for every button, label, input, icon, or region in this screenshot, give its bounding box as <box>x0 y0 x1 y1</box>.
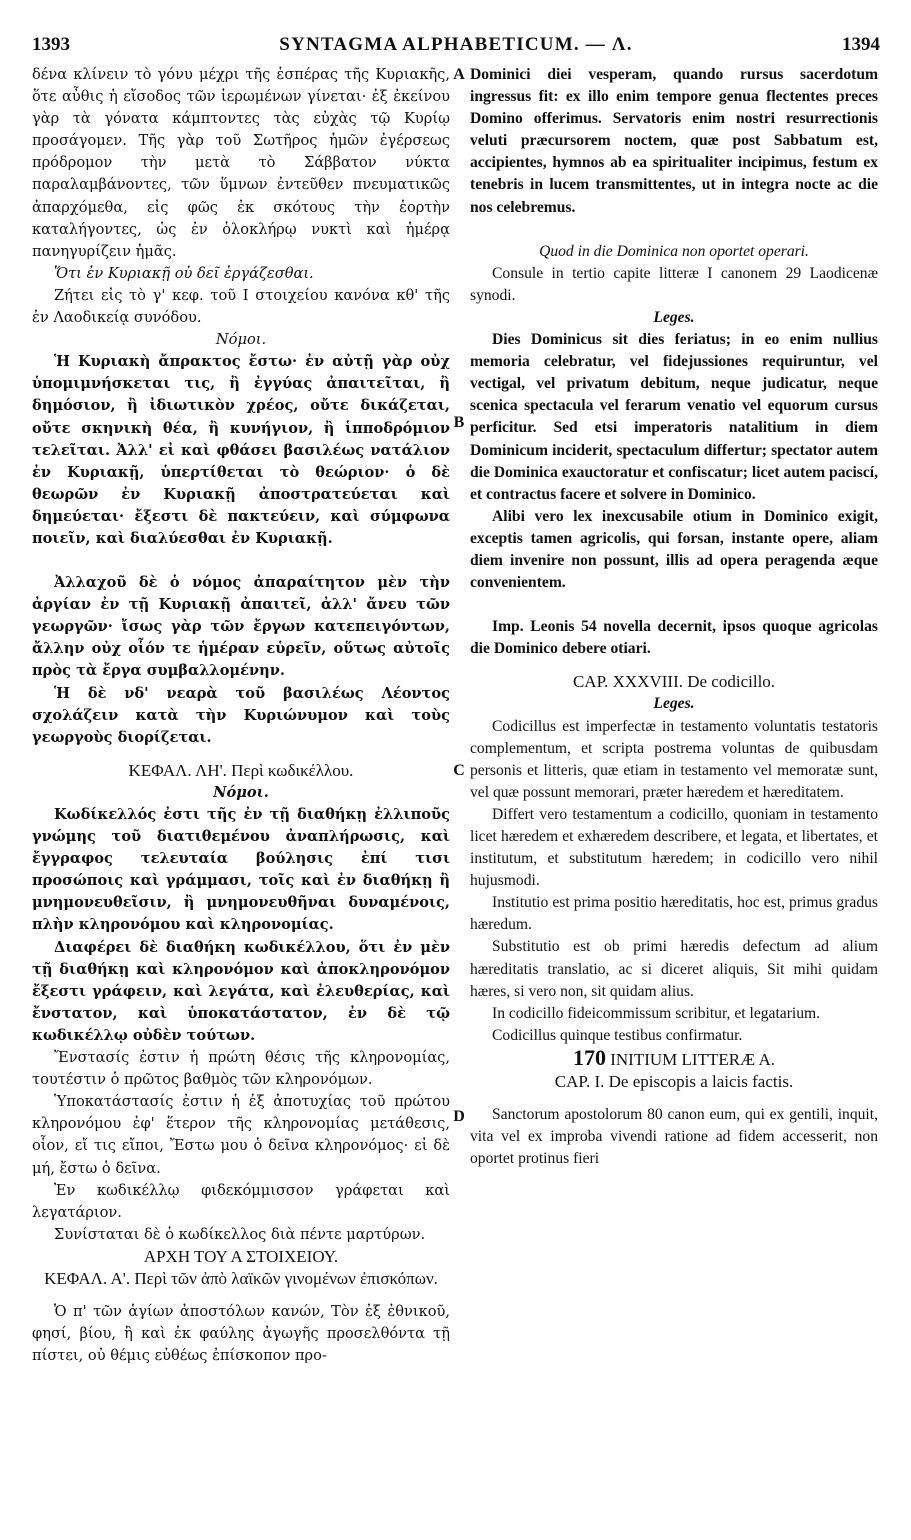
greek-paragraph: Ἡ Κυριακὴ ἄπρακτος ἔστω· ἐν αὐτῇ γὰρ οὐχ ὑπομιμνήσκεται τις, ἢ ἐγγύας ἀπαιτεῖται, ἢ δημόσιον, ἢ ἰδιωτικὸν χρέος, οὔτε δικάζεται, οὔτε σκηνικὴ θέα, ἢ κυνήγιον, ἢ ἱπποδρόμιον τελεῖται. Ἀλλ' εἰ καὶ φθάσει βασιλέως νατάλιον ἐν Κυριακῇ, ὑπερτίθεται τὸ θεώριον· ὁ δὲ θεωρῶν ἐν Κυριακῇ ἀποστρατεύεται καὶ δημεύεται· ἔξεστι δὲ πακτεύειν, καὶ σύμφωνα ποιεῖν, καὶ διαλύεσθαι ἐν Κυριακῇ. <box>32 353 450 547</box>
latin-column <box>470 64 878 1170</box>
greek-letter-heading: ΑΡΧΗ ΤΟΥ Α ΣΤΟΙΧΕΙΟΥ. <box>143 1246 339 1266</box>
running-title: SYNTAGMA ALPHABETICUM. — Λ. <box>279 34 633 55</box>
latin-subheading-leges: Leges. <box>653 695 695 713</box>
greek-chapter-heading: ΚΕΦΑΛ. Α'. Περὶ τῶν ἀπὸ λαϊκῶν γινομένων ἐπισκόπων. <box>44 1268 438 1288</box>
greek-cross-reference: Ζήτει εἰς τὸ γ' κεφ. τοῦ Ι στοιχείου κανόνα κθ' τῆς ἐν Λαοδικείᾳ συνόδου. <box>32 286 450 327</box>
latin-chapter-heading: CAP. XXXVIII. De codicillo. <box>572 672 776 692</box>
greek-paragraph: Ἔνστασίς ἐστιν ἡ πρώτη θέσις τῆς κληρονομίας, τουτέστιν ὁ πρῶτος βαθμὸς τῶν κληρονόμων. <box>32 1049 450 1089</box>
latin-paragraph: Alibi vero lex inexcusabile otium in Dominico exigit, exceptis tamen agricolis, qui forsan, instante opere, aliam diem invenire non possunt, illis ad opera peragenda æque convenientem. <box>470 507 878 592</box>
greek-paragraph: Ἐν κωδικέλλῳ φιδεκόμμισσον γράφεται καὶ λεγατάριον. <box>32 1181 450 1221</box>
latin-paragraph: In codicillo fideicommissum scribitur, et legatarium. <box>492 1004 821 1022</box>
running-header <box>32 34 880 60</box>
latin-paragraph: Differt vero testamentum a codicillo, quoniam in testamento licet hæredem et exhæredem describere, et legata, et libertates, et institutum, et substitutum hæredem; in codicillo vero nihil hujusmodi. <box>470 805 878 890</box>
greek-paragraph: δένα κλίνειν τὸ γόνυ μέχρι τῆς ἑσπέρας τῆς Κυριακῆς, ὅτε αὖθις ἡ εἴσοδος τῶν ἱερωμένων γίνεται· ἐξ ἐκείνου γὰρ τὰ γόνατα κάμπτοντες τὰς εὐχὰς τῷ Κυρίῳ προσάγομεν. Τῆς γὰρ τοῦ Σωτῆρος ἡμῶν ἐγέρσεως πρόδρομον τὴν μετὰ τὸ Σάββατον νύκτα παραλαμβάνοντες, τῶν ὕμνων ἐντεῦθεν πνευματικῶς ἀπαρχόμεθα, εἰς φῶς ἐκ σκότους τὴν ἑορτὴν καταλήγοντες, ὡς ἐν ὁλοκλήρῳ νυκτὶ καὶ ἡμέρᾳ πανηγυρίζειν ἡμᾶς. <box>32 66 450 260</box>
greek-paragraph: Ὁ π' τῶν ἁγίων ἀποστόλων κανών, Τὸν ἐξ ἐθνικοῦ, φησί, βίου, ἢ καὶ ἐκ φαύλης ἀγωγῆς προσελθόντα τῇ πίστει, οὐ θέμις εὐθέως ἐπίσκοπον προ- <box>32 1303 450 1365</box>
greek-section-title: Ὅτι ἐν Κυριακῇ οὐ δεῖ ἐργάζεσθαι. <box>54 264 314 282</box>
latin-paragraph: Institutio est prima positio hæreditatis, hoc est, primus gradus hæredum. <box>470 894 878 934</box>
latin-letter-heading <box>470 1044 878 1071</box>
greek-paragraph: Κωδίκελλός ἐστι τῆς ἐν τῇ διαθήκῃ ἐλλιποῦς γνώμης τοῦ διατιθεμένου ἀναπλήρωσις, καὶ ἔγγραφος τελευταία βούλησις ἐπί τισι προσώποις καὶ γράμμασι, τοῖς καὶ ἐν διαθήκῃ ἢ μνημονευθεῖσιν, ἢ μνημονευθῆναι δυναμένοις, πλὴν κληρονόμου καὶ κληρονομίας. <box>32 806 450 934</box>
greek-paragraph: Συνίσταται δὲ ὁ κωδίκελλος διὰ πέντε μαρτύρων. <box>54 1225 426 1243</box>
greek-column <box>32 64 450 1367</box>
latin-paragraph: Imp. Leonis 54 novella decernit, ipsos quoque agricolas die Dominico debere otiari. <box>470 618 878 658</box>
margin-marker-d: D <box>453 1108 465 1125</box>
latin-paragraph: Substitutio est ob primi hæredis defectum ad alium hæreditatis translatio, ac si diceret aliquis, Sit mihi quidam hæres, si vero non, sit quidam alius. <box>470 938 878 1000</box>
latin-paragraph: Codicillus est imperfectæ in testamento voluntatis testatoris complementum, et scripta postrema voluntas de quibusdam personis et litteris, quæ etiam in testamento vel memoratæ sunt, vel quæ possunt memorari, præter hæredem et hæreditatem. <box>470 717 878 801</box>
margin-marker-a: A <box>453 66 465 83</box>
greek-chapter-heading: ΚΕΦΑΛ. ΛΗ'. Περὶ κωδικέλλου. <box>128 760 354 780</box>
greek-subheading-laws: Νόμοι. <box>215 331 267 349</box>
latin-subheading-leges: Leges. <box>653 308 695 326</box>
margin-marker-b: B <box>453 414 465 431</box>
latin-paragraph: Dominici diei vesperam, quando rursus sacerdotum ingressus fit: ex illo enim tempore genua flectentes preces Domino offerimus. Servatoris enim nostri resurrectionis veluti præcursorem noctem, quæ post Sabbatum est, accipientes, hymnos ab ea spiritualiter incipimus, festum ex tenebris in lucem transmittentes, ut in integra nocte ac die nos celebremus. <box>470 66 878 216</box>
latin-chapter-heading: CAP. I. De episcopis a laicis factis. <box>554 1072 794 1092</box>
latin-paragraph: Dies Dominicus sit dies feriatus; in eo enim nullius memoria celebratur, vel fidejussiones requiruntur, vel vectigal, vel privatum debitum, neque judicatur, neque scenica spectacula vel ferarum venatio vel equorum cursus perficitur. Sed etsi imperatoris natalitium in diem Dominicum inciderit, spectaculum differtur; spectator autem die Dominica exauctoratur et confiscatur; licet autem paciscí, et contractus facere et solvere in Dominico. <box>470 331 878 503</box>
latin-section-title: Quod in die Dominica non oportet operari. <box>539 242 809 260</box>
greek-paragraph: Ἡ δὲ νδ' νεαρὰ τοῦ βασιλέως Λέοντος σχολάζειν κατὰ τὴν Κυριώνυμον καὶ τοὺς γεωργοὺς διορίζεται. <box>32 684 450 746</box>
latin-cross-reference: Consule in tertio capite litteræ I canonem 29 Laodicenæ synodi. <box>470 264 878 304</box>
column-number: 170 <box>572 1044 606 1070</box>
latin-paragraph: Codicillus quinque testibus confirmatur. <box>492 1026 743 1044</box>
latin-letter-heading-text: INITIUM LITTERÆ A. <box>610 1049 776 1069</box>
page-number-left: 1393 <box>32 34 70 55</box>
greek-paragraph: Ὑποκατάστασίς ἐστιν ἡ ἐξ ἀποτυχίας τοῦ πρώτου κληρονόμου ἐφ' ἕτερον τῆς κληρονομίας μετάθεσις, οἷον, εἴ τις εἴποι, Ἔστω μου ὁ δεῖνα κληρονόμος· εἰ δὲ μή, ἔστω ὁ δεῖνα. <box>32 1093 450 1177</box>
margin-marker-c: C <box>453 762 465 779</box>
page-number-right: 1394 <box>842 34 880 55</box>
greek-paragraph: Ἀλλαχοῦ δὲ ὁ νόμος ἀπαραίτητον μὲν τὴν ἀργίαν ἐν τῇ Κυριακῇ ἀπαιτεῖ, ἀλλ' ἄνευ τῶν γεωργῶν· ἴσως γὰρ τῶν ἔργων κατεπειγόντων, ἄλλην οὐχ οἷόν τε ἡμέραν εὑρεῖν, οὕτως αὐτοῖς πρὸς τὰ ἔργα συμβαλλομένην. <box>32 574 450 680</box>
greek-subheading-laws: Νόμοι. <box>213 783 269 801</box>
greek-paragraph: Διαφέρει δὲ διαθήκη κωδικέλλου, ὅτι ἐν μὲν τῇ διαθήκῃ καὶ κληρονόμον καὶ ἀποκληρονόμον ἔξεστι γράφειν, καὶ λεγάτα, καὶ ἐλευθερίας, καὶ ἔνστατον, καὶ ὑποκατάστατον, ἐν δὲ τῷ κωδικέλλῳ οὐδὲν τούτων. <box>32 938 450 1044</box>
latin-paragraph: Sanctorum apostolorum 80 canon eum, qui ex gentili, inquit, vita vel ex improba vivendi ratione ad fidem accesserit, non oportet protinus fieri <box>470 1106 878 1168</box>
